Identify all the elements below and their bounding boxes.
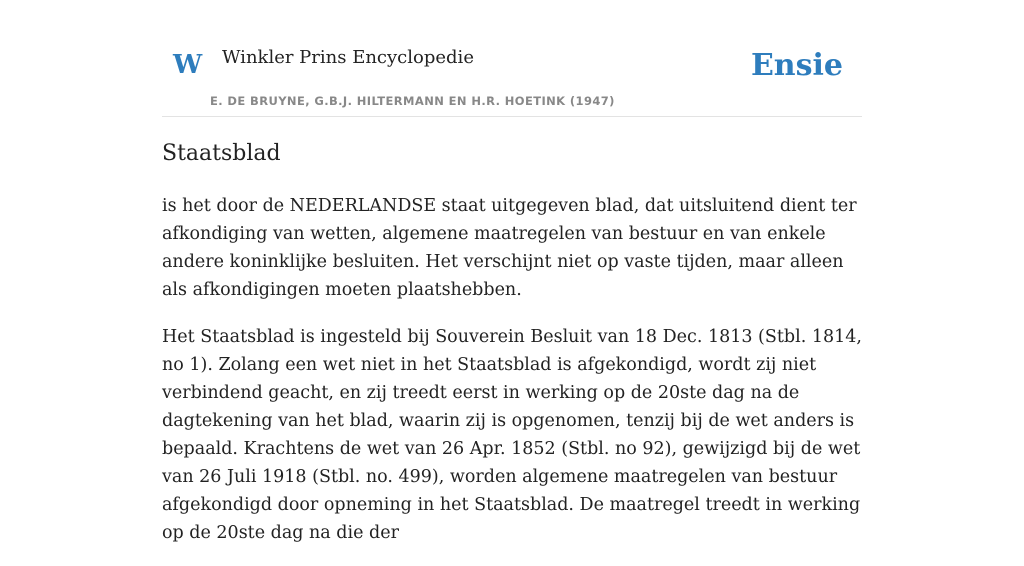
brand-logo[interactable]: Ensie (750, 48, 843, 83)
header (162, 0, 862, 117)
article-paragraph: Het Staatsblad is ingesteld bij Souverein Besluit van 18 Dec. 1813 (Stbl. 1814, no 1). Zolang een wet niet in het Staatsblad is afgekondigd, wordt zij niet verbindend geacht, en zij treedt eerst in werking op de 20ste dag na de dagtekening van het blad, waarin zij is opgenomen, tenzij bij de wet anders is bepaald. Krachtens de wet van 26 Apr. 1852 (Stbl. no 92), gewijzigd bij de wet van 26 Juli 1918 (Stbl. no. 499), worden algemene maatregelen van bestuur afgekondigd door opneming in het Staatsblad. De maatregel treedt in werking op de 20ste dag na die der (162, 327, 862, 543)
article-title: Staatsblad (162, 141, 281, 166)
article-body (162, 192, 862, 566)
publication-title[interactable]: Winkler Prins Encyclopedie (222, 47, 474, 68)
publication-authors: E. DE BRUYNE, G.B.J. HILTERMANN EN H.R. HOETINK (1947) (210, 94, 615, 108)
publication-logo-icon[interactable]: W (173, 50, 203, 80)
article-paragraph: is het door de NEDERLANDSE staat uitgegeven blad, dat uitsluitend dient ter afkondiging van wetten, algemene maatregelen van bestuur en van enkele andere koninklijke besluiten. Het verschijnt niet op vaste tijden, maar alleen als afkondigingen moeten plaatshebben. (162, 196, 857, 300)
